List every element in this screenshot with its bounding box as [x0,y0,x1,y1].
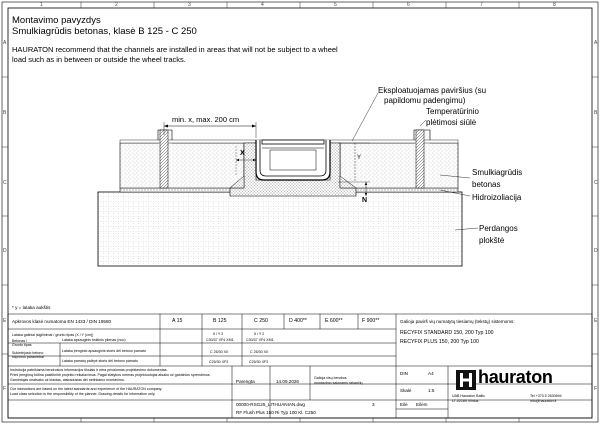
row2-b125: C30/37 XF4 XM1 [206,338,234,342]
systems-header: Galioja pavirš vių numatytų tiesiamų (tekstų) sistemoms: [400,319,515,324]
grid-row-d: D [3,248,7,254]
class-f900: F 900** [362,318,380,324]
scale-value: 1:5 [428,388,435,393]
grid-col-8: 8 [553,2,556,8]
system-standard: RECYFIX STANDARD 150, 200 Typ 100 [400,330,494,336]
class-e600: E 600** [325,318,343,324]
address-line-1: UAB Hauraton Baltic [452,394,485,398]
address-line-2: LT-02189 Vilnius [452,399,479,403]
row3-label: Lataka įrenginio apsauginis storis dėl betono pamato [62,349,146,353]
valid-note-2: montavimo salonams rašančių [314,381,363,385]
class-c250: C 250 [254,318,268,324]
waterproof-label: Hidroizoliacija [472,193,522,202]
product-name: RF Flush Plus 150 Ri Typ 100 Kl. C250 [236,410,316,415]
grid-row-a: A [3,40,7,46]
row2-label-b: Grunto tipas [12,343,32,347]
class-b125: B 125 [213,318,227,324]
disclaimer-3: Gamintojas neatsako už klaidas, atsiradusias dėl netinkamo montavimo. [10,378,125,382]
row3-label-b: stiprumo parametrai [12,355,44,359]
grid-row-d-right: D [594,248,598,254]
row1-c250: 5 / Y 2 [254,332,265,336]
row2-label: Lataka apsauginis tinklinis plienas (nuo) [62,338,126,342]
label-y: Y [357,155,362,161]
prepared-date: 14.09.2026 [276,379,299,384]
concrete-label-1: Smulkiagrūdis [472,168,523,177]
sheet-number: 3 [372,402,375,407]
row3-c250: C 25/30 X0 [250,350,268,354]
seam-label-2: plėtimosi siūlė [426,118,477,127]
grid-col-2: 2 [115,2,118,8]
email: info@hauraton.lt [530,399,557,403]
din-label: DIN [400,371,408,376]
slab-label-1: Perdangos [479,224,518,233]
grid-col-1: 1 [40,2,43,8]
seam-label-1: Temperatūrinio [426,107,479,116]
grid-col-6: 6 [407,2,410,8]
grid-col-4: 4 [261,2,264,8]
class-a15: A 15 [172,318,183,324]
row2-label-a: Betonas / [12,339,28,343]
disclaimer-4: Our instructions are based on the latest standards and experience of the HAURATON company. [10,387,163,391]
row1-label: Lataka galiniai įsigilinimai / grunto tipas (X / Y (cm)) [12,333,94,337]
grid-col-7: 7 [480,2,483,8]
page-title: Montavimo pavyzdys [12,15,101,26]
edition-value: Eilėm [416,402,428,407]
grid-row-f: F [3,386,7,392]
grid-row-b: B [3,110,7,116]
row3-b125: C 25/30 X0 [210,350,228,354]
surface-label-1: Eksploatuojamas paviršius (su [378,86,487,95]
scale-label: Skalė [400,388,412,393]
grid-row-a-right: A [594,40,598,46]
row4-c250: C25/30 XF3 [249,360,269,364]
grid-row-b-right: B [594,110,598,116]
disclaimer-2: Prieš įrengimą būtina pasitikrinti projekto reikalavimus. Pagal statybos normas projektuotojas atsako už galutinius sprendimus. [10,373,211,377]
page-subtitle: Smulkiagrūdis betonas, klasė B 125 - C 250 [12,26,197,37]
disclaimer-1: Instrukcija pateikiama bendrosios informacijos tikslais ir nėra privalomas projektavimo dokumentas. [10,368,168,372]
disclaimer-5: Load class selection is the responsibility of the planner. Drawing details for information only. [10,392,156,396]
row3-label-a: Sukietėjusio betono [12,351,44,355]
row2-c250: C30/37 XF4 XM1 [246,338,274,342]
valid-note-1: Galioja visų bendros [314,376,347,380]
grid-col-3: 3 [188,2,191,8]
row4-label: Lataka pamatų palėpė storis dėl betono pamato [62,359,138,363]
install-note-line-1: HAURATON recommend that the channels are installed in areas that will not be subject to a wheel [12,45,338,54]
phone: Tel +370 5 2630694 [530,394,562,398]
install-note-line-2: load such as in between or outside the wheel tracks. [12,55,186,64]
dimension-label: min. x, max. 200 cm [172,115,240,124]
grid-row-e-right: E [594,318,598,324]
slab-label-2: plokštė [479,236,505,245]
concrete-label-2: betonas [472,180,501,189]
load-class-header: Apkrovos klasė numatoma EN 1433 / DIN 19580 [12,319,112,324]
surface-label-2: papildomu padengimu) [384,96,466,105]
edition-label: Eilė [400,402,408,407]
grid-row-f-right: F [594,386,598,392]
drawing-file: 00000-RSG25_LITHUANIAN.dwg [236,402,305,407]
grid-row-c-right: C [594,180,598,186]
grid-col-5: 5 [334,2,337,8]
system-plus: RECYFIX PLUS 150, 200 Typ 100 [400,339,479,345]
footnote: * y = lataka aukštis [12,305,51,310]
label-n: N [362,197,368,204]
class-d400: D 400** [289,318,307,324]
label-x: X [240,150,245,157]
row1-b125: 5 / Y 2 [213,332,224,336]
grid-row-e: E [3,318,7,324]
row4-b125: C25/30 XF3 [209,360,229,364]
hauraton-logo-mark [456,370,476,390]
din-value: A4 [428,371,434,376]
grid-row-c: C [3,180,7,186]
prepared-label: Parengta [236,379,255,384]
hauraton-wordmark: hauraton [478,367,553,387]
